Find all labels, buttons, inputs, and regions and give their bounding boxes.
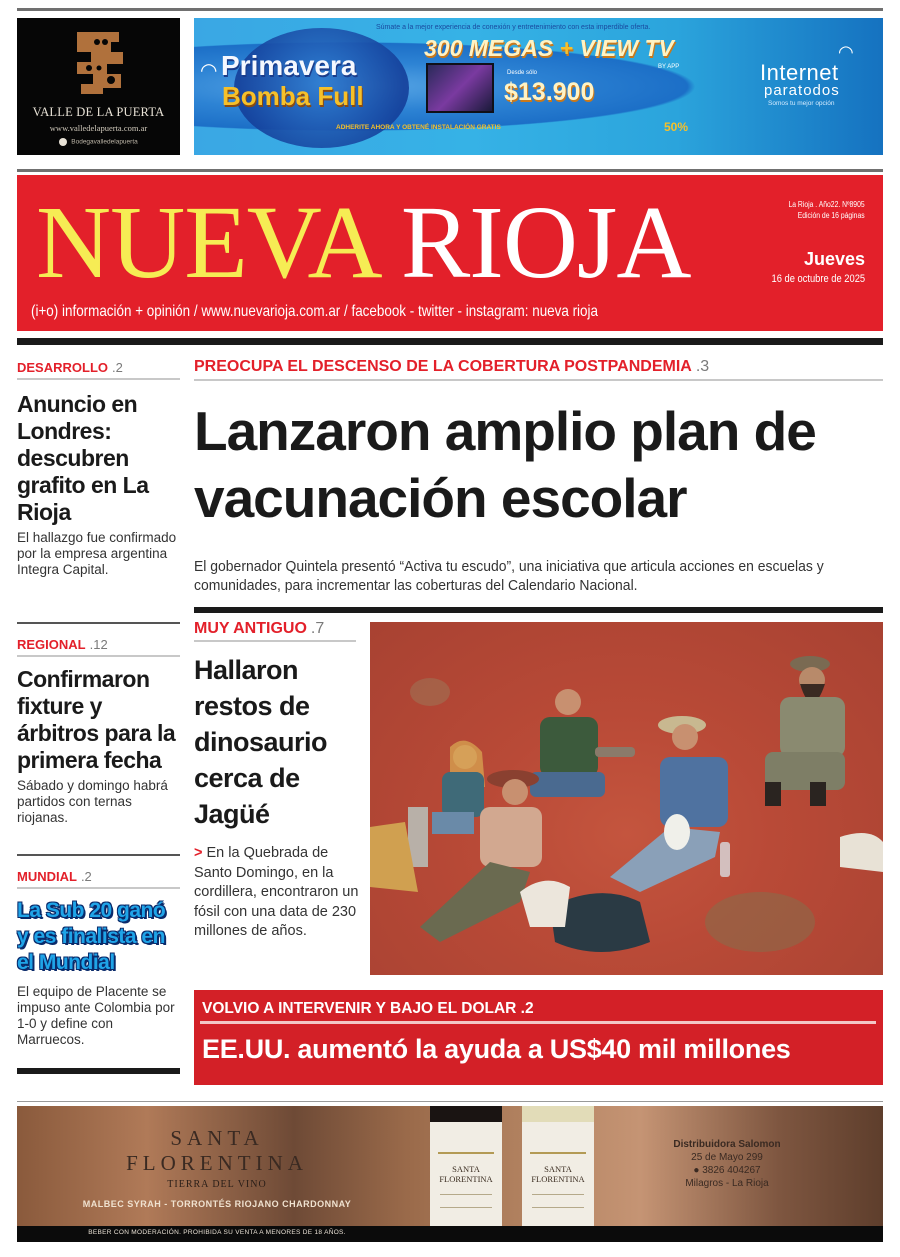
ad-internet-paratodos[interactable] xyxy=(194,18,883,155)
ad-brand-paratodos: paratodos xyxy=(764,82,840,99)
column-separator xyxy=(17,622,180,624)
ad-offer-plus: + xyxy=(559,35,573,61)
section-name: REGIONAL xyxy=(17,637,86,652)
kicker-rule xyxy=(194,640,356,642)
ad-brand-slogan: Somos tu mejor opción xyxy=(768,100,835,107)
ad-bomba-full: Bomba Full xyxy=(222,81,364,111)
kicker-rule xyxy=(194,379,883,381)
wine-bottle-red xyxy=(430,1106,502,1242)
bottle-sublabel xyxy=(440,1194,492,1208)
wine-subtitle: TIERRA DEL VINO xyxy=(167,1179,267,1190)
kicker-rule xyxy=(200,1021,876,1024)
section-name: DESARROLLO xyxy=(17,360,108,375)
edition-pages: Edición de 16 páginas xyxy=(798,211,865,220)
distributor-name: Distribuidora Salomon xyxy=(673,1139,781,1150)
masthead-rule xyxy=(17,169,883,172)
valle-url[interactable]: www.valledelapuerta.com.ar xyxy=(49,123,148,133)
ad-discount: 50% xyxy=(664,120,689,134)
wine-brand-line2: FLORENTINA xyxy=(126,1151,308,1175)
title-nueva: NUEVA xyxy=(36,185,376,300)
column-separator xyxy=(17,854,180,856)
skyline-icon xyxy=(438,1142,494,1154)
lead-headline[interactable]: Lanzaron amplio plan de vacunación escolar xyxy=(194,400,816,529)
ad-brand-internet: Internet xyxy=(760,60,839,85)
bottle-neck xyxy=(522,1106,594,1122)
tv-icon xyxy=(426,63,494,113)
distributor-address: 25 de Mayo 299 xyxy=(691,1152,763,1163)
whatsapp-icon: ● xyxy=(693,1165,700,1176)
dino-kicker xyxy=(194,620,324,638)
lead-kicker xyxy=(194,358,709,376)
dinosaur-dig-photo[interactable] xyxy=(370,622,883,975)
phone-number: 3826 404267 xyxy=(702,1165,761,1176)
story-regional[interactable] xyxy=(17,637,180,826)
valle-social-handle: Bodegavalledelapuerta xyxy=(71,138,138,146)
photo-illustration xyxy=(370,622,883,975)
story-dek: El hallazgo fue confirmado por la empresa argentina Integra Capital. xyxy=(17,530,177,577)
story-headline[interactable]: Anuncio en Londres: descubren grafito en La Rioja xyxy=(17,391,149,525)
distributor-city: Milagros - La Rioja xyxy=(685,1178,769,1189)
edition-date: 16 de octubre de 2025 xyxy=(771,273,865,285)
ad-tagline: Súmate a la mejor experiencia de conexión y entretenimiento con esta imperdible oferta. xyxy=(376,24,651,31)
ad-offer-megas: 300 MEGAS xyxy=(424,35,554,61)
story-dek: El equipo de Placente se impuso ante Colombia por 1-0 y define con Marruecos. xyxy=(17,984,175,1047)
skyline-icon xyxy=(530,1142,586,1154)
kicker-rule xyxy=(17,655,180,657)
story-headline[interactable]: La Sub 20 ganó y es finalista en el Mundial xyxy=(17,899,166,974)
person-bearded xyxy=(765,656,845,806)
wine-warning: BEBER CON MODERACIÓN. PROHIBIDA SU VENTA A MENORES DE 18 AÑOS. xyxy=(88,1229,346,1236)
lead-dek: El gobernador Quintela presentó “Activa tu escudo”, una iniciativa que articula acciones en escuelas y comunidades, para incrementar las coberturas del Calendario Nacional. xyxy=(194,558,824,594)
bottle-label: SANTA FLORENTINA xyxy=(531,1164,585,1184)
page-ref: .7 xyxy=(310,620,325,637)
dollar-kicker xyxy=(202,1000,534,1018)
kicker-rule xyxy=(17,378,180,380)
ad-primavera: Primavera xyxy=(221,50,357,81)
ad-by-app: BY APP xyxy=(658,64,680,70)
bottle-sublabel xyxy=(532,1194,584,1208)
distributor-info xyxy=(637,1138,817,1190)
person-green-shirt xyxy=(530,689,635,797)
section-name: MUNDIAL xyxy=(17,869,77,884)
person-woman xyxy=(408,741,485,867)
page-ref: .2 xyxy=(112,360,123,375)
story-mundial[interactable] xyxy=(17,869,180,1048)
story-dek: Sábado y domingo habrá partidos con ternas riojanas. xyxy=(17,778,168,825)
page-ref: .2 xyxy=(80,869,92,884)
wine-brand-line1: SANTA xyxy=(170,1126,264,1150)
story-desarrollo[interactable] xyxy=(17,360,180,578)
distributor-phone xyxy=(637,1164,817,1177)
wine-footer-bar xyxy=(17,1226,883,1242)
page-ref: .3 xyxy=(695,358,710,375)
section-kicker xyxy=(17,637,180,652)
edition-day: Jueves xyxy=(803,249,865,269)
ad-santa-florentina[interactable] xyxy=(17,1106,883,1242)
ad-price: $13.900 xyxy=(504,78,595,106)
page-ref: .2 xyxy=(520,1000,534,1017)
ad-offer-tv: VIEW TV xyxy=(579,35,674,61)
kicker-rule xyxy=(17,887,180,889)
dino-dek xyxy=(194,844,364,942)
wifi-icon: ◠ xyxy=(200,60,218,82)
section-kicker xyxy=(17,360,180,375)
ad-cta: ADHERITE AHORA Y OBTENÉ INSTALACIÓN GRATIS xyxy=(336,124,501,131)
ad-rule xyxy=(17,1101,883,1102)
column-bottom-bar xyxy=(17,1068,180,1074)
person-blue-shirt xyxy=(610,716,728,892)
bottle-neck xyxy=(430,1106,502,1122)
instagram-icon xyxy=(59,138,67,146)
arrow-icon: > xyxy=(194,845,203,861)
lead-bottom-bar xyxy=(194,607,883,613)
ad-offer xyxy=(424,35,674,62)
dollar-story[interactable] xyxy=(194,990,883,1085)
section-name: MUY ANTIGUO xyxy=(194,620,307,637)
valle-social xyxy=(17,138,180,146)
page-ref: .12 xyxy=(89,637,108,652)
ad-valle-de-la-puerta[interactable] xyxy=(17,18,180,155)
wifi-icon: ◠ xyxy=(838,42,854,62)
valle-name: VALLE DE LA PUERTA xyxy=(32,105,165,119)
wine-varietals: MALBEC SYRAH - TORRONTÉS RIOJANO CHARDONNAY xyxy=(82,1199,352,1209)
valle-logo-icon xyxy=(67,28,131,98)
section-name: PREOCUPA EL DESCENSO DE LA COBERTURA POSTPANDEMIA xyxy=(194,358,692,375)
newspaper-title[interactable] xyxy=(36,183,691,303)
section-name: VOLVIO A INTERVENIR Y BAJO EL DOLAR xyxy=(202,1000,517,1017)
dino-dek-text: En la Quebrada de Santo Domingo, en la cordillera, encontraron un fósil con una data de 230 millones de años. xyxy=(194,845,359,939)
edition-number: La Rioja . Año22. Nº8905 xyxy=(788,200,865,209)
wine-bottle-white xyxy=(522,1106,594,1242)
bottle-label: SANTA FLORENTINA xyxy=(439,1164,493,1184)
ad-price-prefix: Desde sólo xyxy=(507,70,538,76)
top-rule xyxy=(17,8,883,11)
title-rioja: RIOJA xyxy=(400,185,691,300)
masthead-tagline: (i+o) información + opinión / www.nuevarioja.com.ar / facebook - twitter - instagram: nueva rioja xyxy=(31,303,598,320)
edition-meta xyxy=(789,199,865,221)
masthead-bottom-bar xyxy=(17,338,883,345)
story-headline[interactable]: Confirmaron fixture y árbitros para la primera fecha xyxy=(17,666,176,773)
masthead xyxy=(17,175,883,331)
dino-headline[interactable]: Hallaron restos de dinosaurio cerca de Jagüé xyxy=(194,655,328,829)
dollar-headline[interactable]: EE.UU. aumentó la ayuda a US$40 mil millones xyxy=(202,1034,791,1064)
section-kicker xyxy=(17,869,180,884)
